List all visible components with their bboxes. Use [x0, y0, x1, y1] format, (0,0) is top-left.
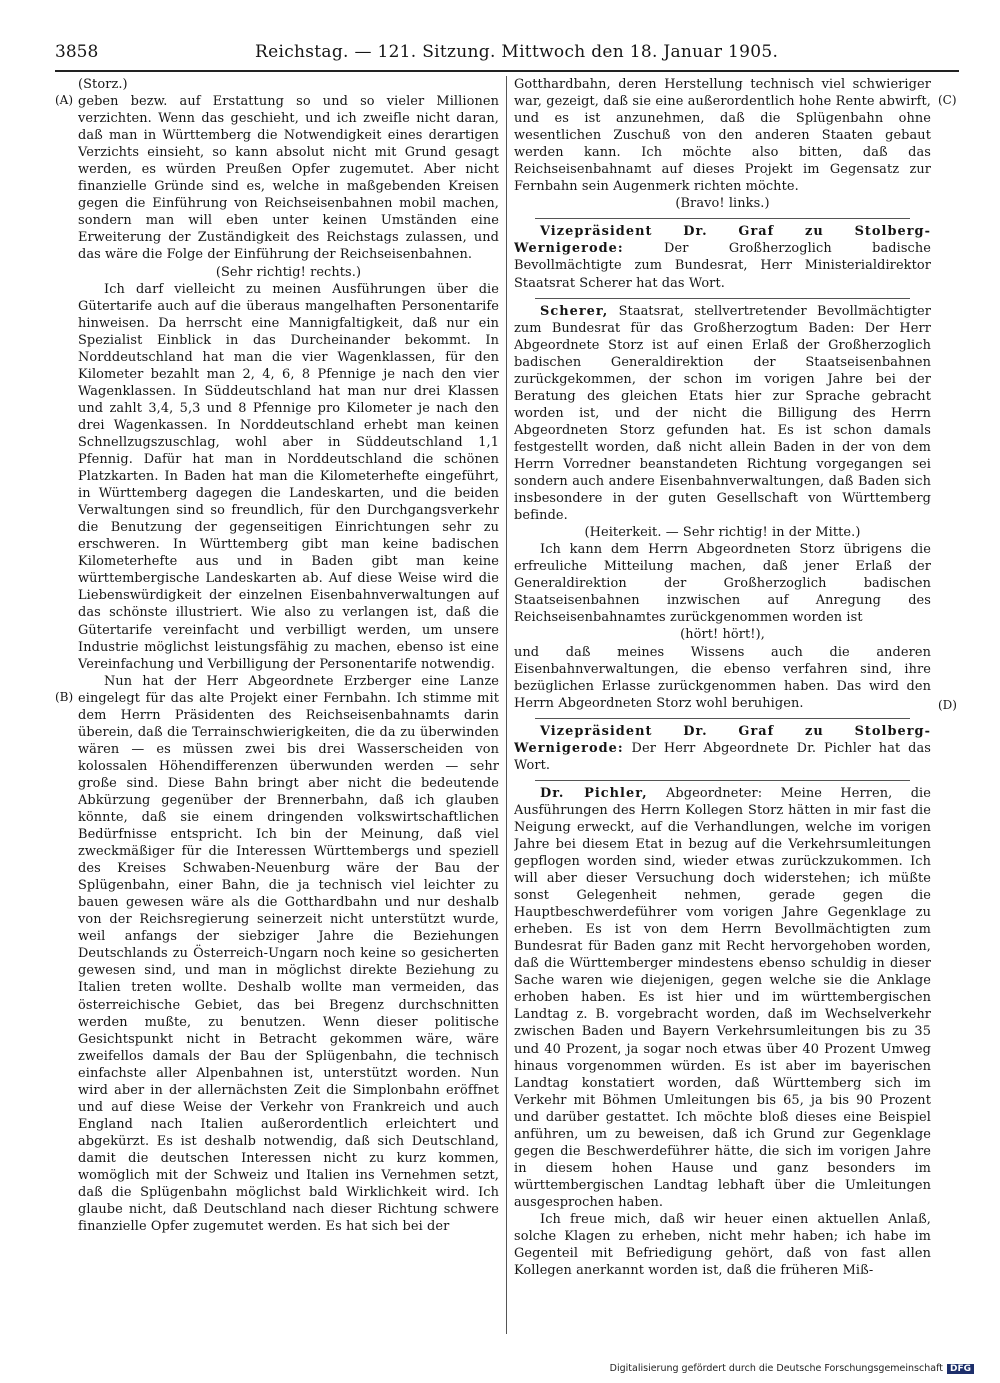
speech-text: Der Herr Abgeordnete Storz ist auf einen Erlaß der Großherzoglich badischen Generaldirektion der Staatseisenbahnen zurückgekommen, der schon im vorigen Jahre bei der Beratung des gleichen Etats hier zur Sprache gebracht worden ist, und der nicht die Billigung des Herrn Abgeordneten Storz gefunden hat. Es ist schon damals festgestellt worden, daß nicht allein Baden in der von dem Herrn Vorredner beanstandeten Richtung vorgegangen sei sondern auch andere Eisenbahnverwaltungen, daß Baden sich insbesondere in der guten Gesellschaft von Württemberg befinde.	[514, 320, 931, 524]
speaker-block	[514, 785, 931, 1211]
right-column	[514, 76, 931, 1336]
page-header	[55, 40, 959, 72]
paragraph: Ich freue mich, daß wir heuer einen aktuellen Anlaß, solche Klagen zu erheben, nicht mehr haben; ich habe im Gegenteil mit Befriedigung gehört, daß von fast allen Kollegen anerkannt worden ist, daß die früheren Miß-	[514, 1212, 931, 1279]
speaker-name: Dr. Pichler,	[540, 785, 648, 801]
speaker-name: Scherer,	[540, 303, 609, 319]
margin-marker-b: (B)	[55, 690, 74, 704]
speaker-name: Vizepräsident Dr. Graf zu Stolberg-Wernigerode:	[514, 723, 931, 756]
margin-marker-d: (D)	[938, 698, 957, 712]
paragraph: Gotthardbahn, deren Herstellung technisch viel schwieriger war, gezeigt, daß sie eine außerordentlich hohe Rente abwirft, und es ist anzunehmen, daß die Splügenbahn ohne wesentlichen Zuschuß von den anderen Staaten gebaut werden kann. Ich möchte also bitten, daß das Reichseisenbahnamt auf dieses Projekt im Gegensatz zur Fernbahn sein Augenmerk richten möchte.	[514, 77, 931, 195]
section-rule	[535, 718, 910, 719]
speaker-role: Staatsrat, stellvertretender Bevollmächtigter zum Bundesrat für das Großherzogtum Baden:	[514, 303, 931, 336]
speaker-tag: (Storz.)	[78, 77, 128, 92]
paragraph: Ich kann dem Herrn Abgeordneten Storz übrigens die erfreuliche Mitteilung machen, daß jener Erlaß der Generaldirektion der Großherzoglich badischen Staatseisenbahnen inzwischen auf Anregung des Reichseisenbahnamtes zurückgenommen worden ist	[514, 542, 931, 626]
running-head: Reichstag. — 121. Sitzung. Mittwoch den 18. Januar 1905.	[255, 42, 779, 62]
speaker-block	[514, 303, 931, 525]
paragraph: geben bezw. auf Erstattung so und so vieler Millionen verzichten. Wenn das geschieht, und ich zweifle nicht daran, daß man in Württemberg die Notwendigkeit eines derartigen Verzichts einsieht, so kann absolut nicht mit Grund gesagt werden, es würden Preußen Opfer zugemutet. Aber nicht finanzielle Gründe sind es, welche in maßgebenden Kreisen gegen die Einführung von Reichseisenbahnen mobil machen, sondern man will eben unter keinen Umständen eine Erweiterung der Zuständigkeit des Reichstags zulassen, und das wäre die Folge der Einführung der Reichseisenbahnen.	[78, 94, 499, 263]
margin-marker-a: (A)	[55, 93, 74, 107]
speaker-block	[514, 223, 931, 291]
speech-text: Der Großherzoglich badische Bevollmächtigte zum Bundesrat, Herr Ministerialdirektor Staatsrat Scherer hat das Wort.	[514, 241, 931, 291]
interjection: (Sehr richtig! rechts.)	[215, 264, 362, 280]
credit-text: Digitalisierung gefördert durch die Deutsche Forschungsgemeinschaft	[609, 1363, 943, 1374]
interjection: (Bravo! links.)	[675, 196, 770, 212]
page-number: 3858	[55, 42, 99, 62]
left-column	[78, 76, 499, 1336]
speech-text: Der Herr Abgeordnete Dr. Pichler hat das Wort.	[514, 740, 931, 773]
section-rule	[535, 780, 910, 781]
section-rule	[535, 298, 910, 299]
column-divider	[506, 76, 507, 1334]
section-rule	[535, 218, 910, 219]
interjection: (Heiterkeit. — Sehr richtig! in der Mitte.)	[584, 525, 861, 541]
speech-text: Meine Herren, die Ausführungen des Herrn Kollegen Storz hätten in mir fast die Neigung erweckt, auf die Verhandlungen, welche im vorigen Jahre bei diesem Etat in bezug auf die Verkehrsumleitungen gepflogen worden sind, wieder etwas zurückzukommen. Ich will aber dieser Versuchung doch widerstehen; ich müßte sonst Gelegenheit nehmen, gerade gegen die Hauptbeschwerdeführer vom vorigen Jahre Gegenklage zu erheben. Es ist von dem Herrn Bevollmächtigten zum Bundesrat für Baden ganz mit Recht hervorgehoben worden, daß die Württemberger mindestens ebenso schuldig in dieser Sache waren wie diejenigen, gegen welche sie die Anklage erhoben haben. Es ist hier und im württembergischen Landtag z. B. vorgebracht worden, daß im Wechselverkehr zwischen Baden und Bayern Verkehrsumleitungen bis zu 35 und 40 Prozent, ja sogar noch etwas über 40 Prozent Umweg hinaus vorgenommen würden. Es ist aber im bayerischen Landtag konstatiert worden, daß Württemberg sich im Verkehr mit Böhmen Umleitungen bis 65, ja bis 90 Prozent und darüber gestattet. Ich möchte bloß dieses eine Beispiel anführen, um zu beweisen, daß ich Grund zur Gegenklage gegen die Beschwerdeführer hätte, die sich im vorigen Jahre in diesem hohen Hause und ganz besonders im württembergischen Landtag lebhaft über die Umleitungen ausgesprochen haben.	[514, 785, 931, 1210]
speaker-role: Abgeordneter:	[666, 785, 763, 801]
paragraph: Nun hat der Herr Abgeordnete Erzberger eine Lanze eingelegt für das alte Projekt einer Fernbahn. Ich stimme mit dem Herrn Präsidenten des Reichseisenbahnamts darin überein, daß die Terrainschwierigkeiten, die da zu überwinden wären — es müssen zwei bis drei Wasserscheiden von kolossalen Höhendifferenzen überwunden werden — sehr große sind. Diese Bahn bringt aber nicht die bedeutende Abkürzung gegenüber der Brennerbahn, daß ich glauben könnte, daß sie einem dringenden volkswirtschaftlichen Bedürfnisse entspricht. Ich bin der Meinung, daß viel zweckmäßiger für die Interessen Württembergs und speziell des Kreises Schwaben-Neuenburg wäre der Bau der Splügenbahn, einer Bahn, die ja technisch viel leichter zu bauen gewesen wäre als die Gotthardbahn und nur deshalb von der Reichsregierung seinerzeit nicht unterstützt wurde, weil anfangs der siebziger Jahre die Beziehungen Deutschlands zu Österreich-Ungarn noch keine so gesicherten gewesen sind, und man in möglichst direkte Beziehung zu Italien treten wollte. Deshalb wollte man vermeiden, das österreichische Gebiet, das bei Bregenz durchschnitten werden mußte, zu benutzen. Wenn dieser politische Gesichtspunkt nicht in Betracht gekommen wäre, wäre zweifellos damals der Bau der Splügenbahn, die technisch einfachste aller Alpenbahnen ist, unterstützt worden. Nun wird aber in der allernächsten Zeit die Simplonbahn eröffnet und auf diese Weise der Verkehr von Frankreich und auch England nach Italien außerordentlich erleichtert und abgekürzt. Es ist deshalb notwendig, daß sich Deutschland, damit die deutschen Interessen nicht zu kurz kommen, womöglich mit der Schweiz und Italien ins Vernehmen setzt, daß die Splügenbahn möglichst bald Wirklichkeit wird. Ich glaube nicht, daß Deutschland nach dieser Richtung schwere finanzielle Opfer zugemutet werden. Es hat sich bei der	[78, 673, 499, 1235]
interjection: (hört! hört!),	[680, 627, 765, 643]
speaker-name: Vizepräsident Dr. Graf zu Stolberg-Wernigerode:	[514, 224, 931, 257]
margin-marker-c: (C)	[938, 93, 957, 107]
footer-credit	[610, 1363, 974, 1374]
paragraph: und daß meines Wissens auch die anderen Eisenbahnverwaltungen, die ebenso verfahren sind, ihre bezüglichen Erlasse zurückgenommen haben. Das wird den Herrn Abgeordneten Storz wohl beruhigen.	[514, 644, 931, 711]
paragraph: Ich darf vielleicht zu meinen Ausführungen über die Gütertarife auch auf die überaus mangelhaften Personentarife hinweisen. Da herrscht eine Mannigfaltigkeit, daß nur ein Spezialist Einblick in das Durcheinander bekommt. In Norddeutschland hat man die vier Wagenklassen, für den Kilometer bezahlt man 2, 4, 6, 8 Pfennige je nach den vier Wagenklassen. In Süddeutschland hat man nur drei Klassen und zahlt 3,4, 5,3 und 8 Pfennige pro Kilometer je nach den drei Wagenkassen. In Norddeutschland erhebt man keinen Schnellzugszuschlag, wohl aber in Süddeutschland 1,1 Pfennig. Dafür hat man in Norddeutschland die schönen Platzkarten. In Baden hat man die Kilometerhefte eingeführt, in Württemberg dagegen die Landeskarten, und die beiden Verwaltungen sind so freundlich, für den Durchgangsverkehr die Benutzung der gegenseitigen Einrichtungen sehr zu erschweren. In Württemberg gibt man keine badischen Kilometerhefte aus und in Baden gibt man keine württembergische Landeskarten ab. Auf diese Weise wird die Liebenswürdigkeit der einzelnen Eisenbahnverwaltungen auf das schönste illustriert. Wie also zu verlangen ist, daß die Gütertarife vereinfacht und verbilligt werden, um unsere Industrie möglichst leistungsfähig zu machen, ebenso ist eine Vereinfachung und Verbilligung der Personentarife notwendig.	[78, 281, 499, 672]
dfg-logo: DFG	[947, 1364, 974, 1374]
speaker-block	[514, 723, 931, 774]
